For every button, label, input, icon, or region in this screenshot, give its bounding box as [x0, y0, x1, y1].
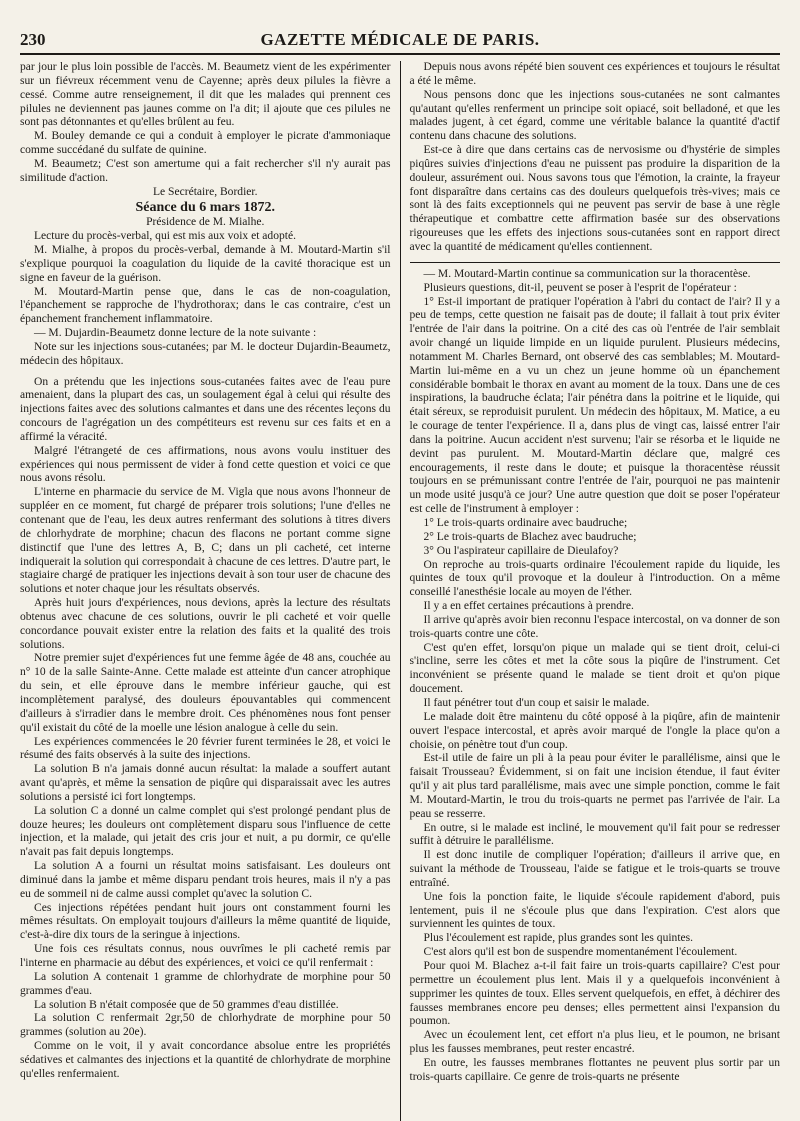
paragraph: En outre, si le malade est incliné, le mouvement qu'il fait pour se redresser suffit à détruire le parallélisme.	[409, 821, 780, 848]
paragraph: En outre, les fausses membranes flottantes ne peuvent plus sortir par un trois-quarts capillaire. Ce genre de trois-quarts ne présente	[409, 1056, 780, 1083]
paragraph: Pour quoi M. Blachez a-t-il fait faire un trois-quarts capillaire? C'est pour permettre un écoulement plus lent. Mais il y a quelquefois inconvénient à supprimer les quintes de toux. Elles servent quelquefois, en effet, à déchirer des fausses membranes encore peu denses; elles permettent ainsi l'expansion du poumon.	[409, 960, 780, 1028]
paragraph: Est-il utile de faire un pli à la peau pour éviter le parallélisme, ainsi que le faisait Trousseau? Évidemment, si on fait une incision étendue, il faut éviter qu'il y ait plus tard parallélisme, mais avec une simple ponction, comme le fait M. Moutard-Martin, le trou du trois-quarts ne permet pas l'arrivée de l'air. La peau se resserre.	[409, 752, 780, 820]
session-heading: Séance du 6 mars 1872.	[135, 200, 276, 216]
paragraph: 1° Est-il important de pratiquer l'opération à l'abri du contact de l'air? Il y a peu de temps, cette question ne faisait pas de doute; il fallait à tout prix éviter l'entrée de l'air dans la poitrine. On a cité des cas où l'entrée de l'air semblait avoir changé un liquide limpide en un liquide purulent. Plusieurs médecins, notamment M. Charles Bernard, ont observé des cas semblables; M. Moutard-Martin lui-même en a vu un chez un jeune homme où un épanchement considérable bombait le thorax en avant au moment de la toux. Dans une de ces inspirations, la baudruche éclata; l'air pénétra dans la poitrine et le liquide, qui était séreux, se reproduisit purulent. Un médecin des hôpitaux, M. Matice, a eu le courage de tenter l'expérience. Il a, dans plus de vingt cas, laissé entrer l'air dans la poitrine. Aucun accident n'est survenu; l'air se résorba et le liquide ne devint pas purulent. M. Moutard-Martin déclare que, malgré ces encouragements, il reste dans le doute; et puisque la thoracentèse réussit toujours en se prémunissant contre l'entrée de l'air, pourquoi ne pas maintenir un mode usité jusqu'à ce jour? Une autre question que doit se poser l'opérateur est celle de l'instrument à employer :	[409, 295, 780, 516]
paragraph: Ces injections répétées pendant huit jours ont constamment fourni les mêmes résultats. On employait toujours d'ailleurs la même quantité de liquide, c'est-à-dire dix tours de la seringue à injections.	[20, 901, 391, 942]
paragraph: Malgré l'étrangeté de ces affirmations, nous avons voulu instituer des expériences qui nous permissent de vider à fond cette question et voici ce que nous avons résolu.	[20, 444, 391, 485]
paragraph: C'est alors qu'il est bon de suspendre momentanément l'écoulement.	[423, 946, 738, 959]
page-header	[20, 30, 780, 55]
paragraph: M. Moutard-Martin pense que, dans le cas de non-coagulation, l'épanchement se rapproche de l'hydrothorax; dans le cas contraire, c'est un épanchement franchement inflammatoire.	[20, 285, 391, 326]
list-item: 3° Ou l'aspirateur capillaire de Dieulafoy?	[423, 544, 619, 557]
paragraph: Comme on le voit, il y avait concordance absolue entre les propriétés sédatives et calmantes des injections et la quantité de chlorhydrate de morphine qu'elles renfermaient.	[20, 1040, 391, 1080]
paragraph: Lecture du procès-verbal, qui est mis aux voix et adopté.	[34, 230, 296, 243]
paragraph: M. Mialhe, à propos du procès-verbal, demande à M. Moutard-Martin s'il s'explique pourquoi la coagulation du liquide de la cavité thoracique est un signe en faveur de la guérison.	[20, 243, 391, 284]
paragraph: par jour le plus loin possible de l'accès. M. Beaumetz vient de les expérimenter sur un fiévreux récemment venu de Cayenne; après deux pilules la fièvre a cessé. Comme autre renseignement, il dit que les malades qui prennent ces pilules ne deviennent pas jaunes comme on l'a dit; il ajoute que ces pilules ne sont pas détonnantes et qu'elles brûlent au feu.	[20, 61, 391, 129]
paragraph: Une fois ces résultats connus, nous ouvrîmes le pli cacheté remis par l'interne en pharmacie au début des expériences, et voici ce qu'il renfermait :	[20, 943, 391, 969]
left-column	[20, 61, 400, 1121]
centered-line: Présidence de M. Mialhe.	[146, 216, 265, 229]
paragraph: M. Bouley demande ce qui a conduit à employer le picrate d'ammoniaque comme succédané du sulfate de quinine.	[20, 130, 391, 157]
paragraph: Depuis nous avons répété bien souvent ces expériences et toujours le résultat a été le même.	[409, 61, 780, 87]
paragraph: Le malade doit être maintenu du côté opposé à la piqûre, afin de maintenir ouvert l'espace intercostal, et après avoir marqué de l'ongle la place qu'on a choisie, on pénètre tout d'un coup.	[409, 710, 780, 751]
spacing	[20, 369, 391, 376]
paragraph: Notre premier sujet d'expériences fut une femme âgée de 48 ans, couchée au n° 10 de la salle Sainte-Anne. Cette malade est atteinte d'un cancer atrophique du sein, et elle éprouve dans le membre inférieur gauche, qui est incomplètement paralysé, des douleurs épouvantables qui commencent d'ailleurs à s'irradier dans le membre droit. Ces phénomènes nous font penser qu'il existait du côté de la moelle une lésion analogue à celle du sein.	[20, 652, 391, 734]
paragraph: Avec un écoulement lent, cet effort n'a plus lieu, et le poumon, ne brisant plus les fausses membranes, peut rester encastré.	[409, 1029, 780, 1056]
paragraph: La solution A a fourni un résultat moins satisfaisant. Les douleurs ont diminué dans la jambe et même disparu pendant trois heures, mais il n'y a pas eu de sommeil ni de calme aussi complet qu'avec la solution C.	[20, 860, 391, 900]
paragraph: On a prétendu que les injections sous-cutanées faites avec de l'eau pure amenaient, dans la plupart des cas, un soulagement égal à celui qui résulte des injections faites avec des solutions calmantes et dans une des récentes leçons du concours de l'agrégation un des compétiteurs est revenu sur ces faits et en a affirmé la véracité.	[20, 375, 391, 443]
list-item: 2° Le trois-quarts de Blachez avec baudruche;	[423, 530, 637, 543]
paragraph: La solution A contenait 1 gramme de chlorhydrate de morphine pour 50 grammes d'eau.	[20, 970, 391, 997]
paragraph: — M. Moutard-Martin continue sa communication sur la thoracentèse.	[423, 267, 751, 280]
section-divider	[410, 262, 781, 263]
paragraph: Il y a en effet certaines précautions à prendre.	[423, 600, 634, 613]
article-columns	[20, 61, 780, 1121]
page-number: 230	[20, 30, 46, 49]
paragraph: Une fois la ponction faite, le liquide s'écoule rapidement d'abord, puis lentement, puis il ne s'écoule plus que dans l'expiration. C'est alors que surviennent les quintes de toux.	[409, 890, 780, 931]
paragraph: L'interne en pharmacie du service de M. Vigla que nous avons l'honneur de suppléer en ce moment, fut chargé de préparer trois solutions; l'une d'elles ne contenant que de l'eau, les deux autres renfermant des solutions à titres divers de chlorhydrate de morphine; chacun des flacons ne portant comme signe distinctif que l'une des lettres A, B, C; dans un pli cacheté, cet interne indiquerait la solution qui correspondait à chacune de ces lettres. D'autre part, le stagiaire chargé de pratiquer les injections devait à son tour user de chacune des solutions et noter chaque jour les résultats observés.	[20, 486, 391, 596]
paragraph: Nous pensons donc que les injections sous-cutanées ne sont calmantes qu'autant qu'elles renferment un principe soit opiacé, soit belladoné, et que les malades jugent, à cet égard, comme une véritable balance la quantité d'actif contenu dans chacune des solutions.	[409, 88, 780, 143]
paragraph: La solution C a donné un calme complet qui s'est prolongé pendant plus de douze heures; les douleurs ont complètement disparu sous l'influence de cette injection, et la malade, qui jetait des cris jour et nuit, a pu dormir, ce qu'elle n'avait pas fait depuis longtemps.	[20, 804, 391, 859]
paragraph: Il est donc inutile de compliquer l'opération; d'ailleurs il arrive que, en suivant la méthode de Trousseau, l'aide se fatigue et le trois-quarts se trouve entraîné.	[409, 849, 780, 889]
paragraph: M. Beaumetz; C'est son amertume qui a fait rechercher s'il n'y aurait pas similitude d'action.	[20, 157, 391, 184]
paragraph: La solution B n'était composée que de 50 grammes d'eau distillée.	[34, 998, 339, 1011]
paragraph: Plus l'écoulement est rapide, plus grandes sont les quintes.	[423, 932, 694, 945]
paragraph: La solution B n'a jamais donné aucun résultat: la malade a souffert autant avant qu'après, et même la sensation de piqûre qui disparaissait avec les autres solutions a persisté ici fort longtemps.	[20, 763, 391, 803]
paragraph: — M. Dujardin-Beaumetz donne lecture de la note suivante :	[34, 327, 317, 340]
paragraph: Les expériences commencées le 20 février furent terminées le 28, et voici le résumé des faits observés à la suite des injections.	[20, 735, 391, 762]
paragraph: On reproche au trois-quarts ordinaire l'écoulement rapide du liquide, les quintes de toux qu'il provoque et la douleur à l'introduction. On a même conseillé l'anesthésie locale au moyen de l'éther.	[409, 558, 780, 599]
paragraph: La solution C renfermait 2gr,50 de chlorhydrate de morphine pour 50 grammes (solution au 20e).	[20, 1012, 391, 1039]
paragraph: Note sur les injections sous-cutanées; par M. le docteur Dujardin-Beaumetz, médecin des hôpitaux.	[20, 340, 391, 367]
list-item: 1° Le trois-quarts ordinaire avec baudruche;	[423, 517, 628, 529]
paragraph: Plusieurs questions, dit-il, peuvent se poser à l'esprit de l'opérateur :	[423, 281, 737, 294]
right-column	[400, 61, 781, 1121]
paragraph: Après huit jours d'expériences, nous devions, après la lecture des résultats obtenus avec chacune de ces solutions, ouvrir le pli cacheté et voir quelle concordance pouvait exister entre la relation des faits et la qualité des trois solutions.	[20, 597, 391, 651]
journal-title: GAZETTE MÉDICALE DE PARIS.	[260, 30, 540, 49]
paragraph: Il arrive qu'après avoir bien reconnu l'espace intercostal, on va donner de son trois-quarts contre une côte.	[409, 613, 780, 640]
centered-line: Le Secrétaire, Bordier.	[152, 185, 258, 198]
paragraph: C'est qu'en effet, lorsqu'on pique un malade qui se tient droit, celui-ci s'incline, serre les côtes et met la côte sous la piqûre de l'instrument. Cet inconvénient se présente quand le malade se tient droit et qu'on pique doucement.	[409, 641, 780, 696]
paragraph: Est-ce à dire que dans certains cas de nervosisme ou d'hystérie de simples piqûres suivies d'injections d'eau ne puissent pas produire la disparition de la douleur, assurément oui. Nous savons tous que l'émotion, la crainte, la frayeur font disparaître dans certains cas des douleurs quelquefois très-vives; mais ce sont là des faits exceptionnels qui ne peuvent pas servir de base à une règle thérapeutique et combattre cette affirmation basée sur des observations rigoureuses que les effets des injections sous-cutanées sont en rapport direct avec la quantité de médicament qu'elles contiennent.	[409, 144, 780, 253]
paragraph: Il faut pénétrer tout d'un coup et saisir le malade.	[423, 696, 650, 709]
